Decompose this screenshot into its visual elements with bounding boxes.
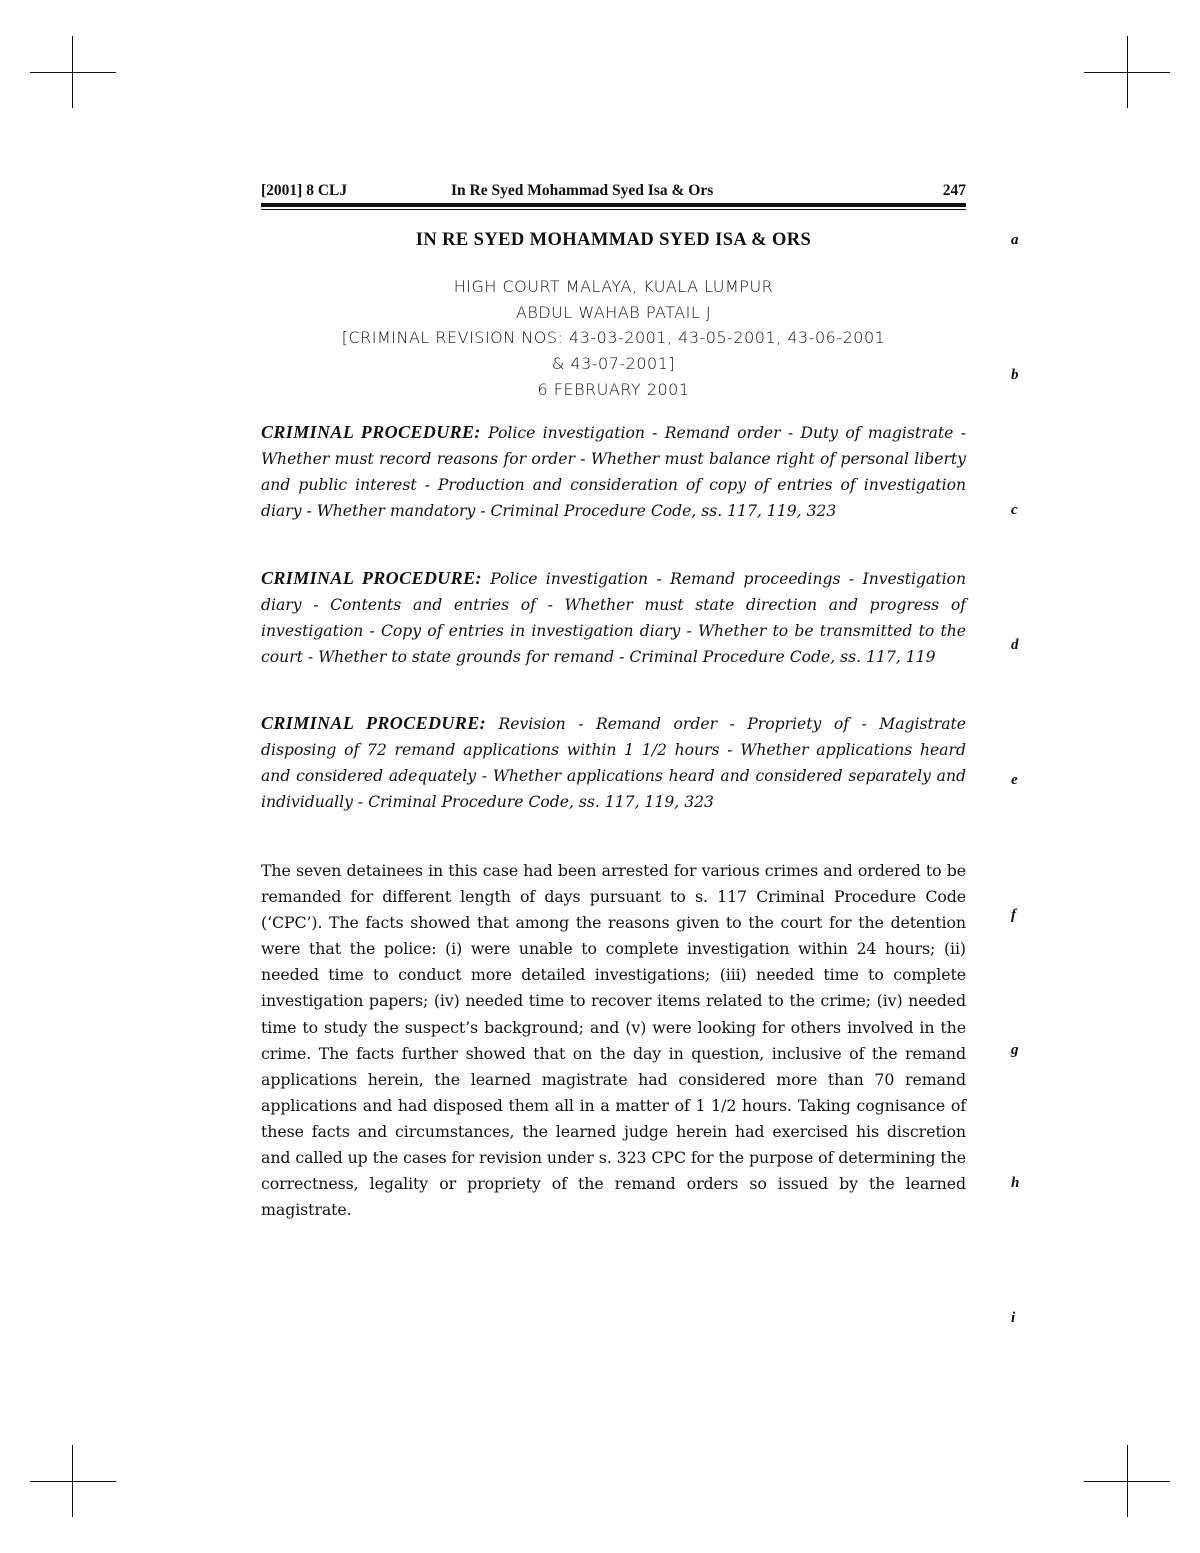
catchword-text: Police investigation - Remand order - Duty of magistrate - Whether must record reasons for order - Whether must balance right of personal liberty and public interest - Production and consideration of copy of entries of investigation diary - Whether mandatory - Criminal Procedure Code, ss. 117, 119, 323 <box>261 424 966 520</box>
catchword-label: CRIMINAL PROCEDURE: <box>261 568 482 588</box>
headnote-paragraph: The seven detainees in this case had been arrested for various crimes and ordered to be remanded for different length of days pursuant to s. 117 Criminal Procedure Code (‘CPC’). The facts showed that among the reasons given to the court for the detention were that the police: (i) were unable to complete investigation within 24 hours; (ii) needed time to conduct more detailed investigations; (iii) needed time to complete investigation papers; (iv) needed time to recover items related to the crime; (iv) needed time to study the suspect’s background; and (v) were looking for others involved in the crime. The facts further showed that on the day in question, inclusive of the remand applications herein, the learned magistrate had considered more than 70 remand applications and had disposed them all in a matter of 1 1/2 hours. Taking cognisance of these facts and circumstances, the learned judge herein had exercised his discretion and called up the cases for revision under s. 323 CPC for the purpose of determining the correctness, legality or propriety of the remand orders so issued by the learned magistrate. <box>261 861 966 1220</box>
margin-letter: a <box>1011 232 1019 248</box>
margin-letter: e <box>1011 772 1018 788</box>
margin-letter: d <box>1011 637 1019 653</box>
catchword-paragraph <box>261 419 966 524</box>
page-number: 247 <box>942 182 966 199</box>
header-citation: [2001] 8 CLJ <box>261 182 348 199</box>
margin-letter: c <box>1011 502 1018 518</box>
catchword-label: CRIMINAL PROCEDURE: <box>261 713 487 733</box>
margin-letter: h <box>1011 1175 1020 1191</box>
court-name: HIGH COURT MALAYA, KUALA LUMPUR <box>453 277 774 296</box>
catchword-paragraph <box>261 565 966 670</box>
margin-letter: b <box>1011 367 1019 383</box>
margin-letter: i <box>1011 1310 1016 1326</box>
catchword-label: CRIMINAL PROCEDURE: <box>261 422 481 442</box>
case-numbers-line1: [CRIMINAL REVISION NOS: 43-03-2001, 43-05-2001, 43-06-2001 <box>341 328 886 348</box>
court-details <box>261 274 966 403</box>
header-rule-thin <box>261 209 966 210</box>
header-case-name: In Re Syed Mohammad Syed Isa & Ors <box>451 182 714 199</box>
margin-letter: f <box>1011 907 1016 923</box>
margin-letter: g <box>1011 1042 1019 1058</box>
case-numbers-line2: & 43-07-2001] <box>551 354 676 374</box>
case-title: IN RE SYED MOHAMMAD SYED ISA & ORS <box>415 230 812 250</box>
header-rule-thick <box>261 203 966 207</box>
decision-date: 6 FEBRUARY 2001 <box>537 379 690 399</box>
catchword-paragraph <box>261 710 966 815</box>
catchword-text: Revision - Remand order - Propriety of - Magistrate disposing of 72 remand applications within 1 1/2 hours - Whether applications heard and considered adequately - Whether applications heard and considered separately and individually - Criminal Procedure Code, ss. 117, 119, 323 <box>261 715 966 811</box>
running-header <box>261 182 966 204</box>
catchword-text: Police investigation - Remand proceedings - Investigation diary - Contents and entries of - Whether must state direction and progress of investigation - Copy of entries in investigation diary - Whether to be transmitted to the court - Whether to state grounds for remand - Criminal Procedure Code, ss. 117, 119 <box>261 570 966 666</box>
judge-name: ABDUL WAHAB PATAIL J <box>515 302 712 322</box>
